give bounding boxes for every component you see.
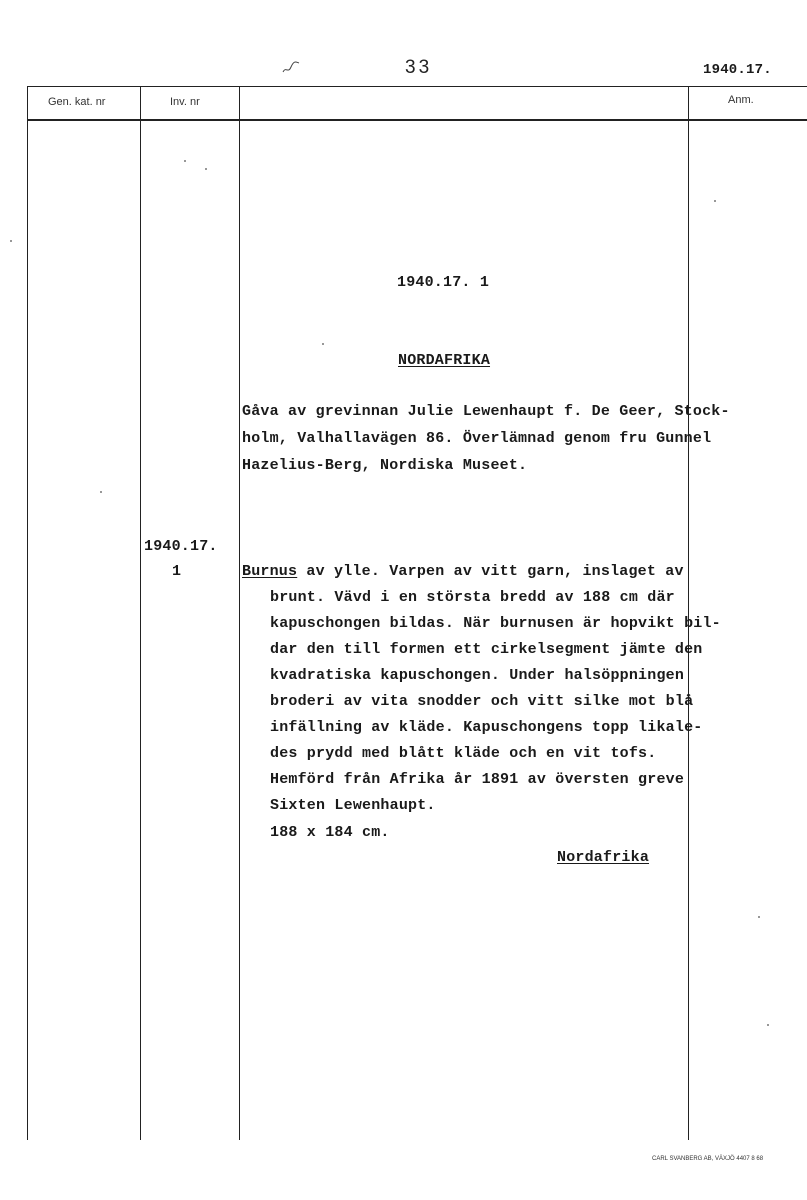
- object-dimensions: 188 x 184 cm.: [270, 824, 390, 841]
- donation-line-3: Hazelius-Berg, Nordiska Museet.: [242, 457, 528, 474]
- scan-speck: [100, 491, 102, 493]
- column-divider-4: [688, 86, 689, 1140]
- object-line: Sixten Lewenhaupt.: [270, 797, 436, 814]
- object-line: des prydd med blått kläde och en vit tofs.: [270, 745, 657, 762]
- column-divider-3: [239, 86, 240, 1140]
- region-heading: NORDAFRIKA: [398, 352, 491, 369]
- scan-speck: [322, 343, 324, 345]
- scan-speck: [714, 200, 716, 202]
- scan-speck: [767, 1024, 769, 1026]
- catalog-ref-top: 1940.17.: [703, 62, 772, 78]
- inv-nr-line-2: 1: [172, 563, 182, 580]
- object-line: infällning av kläde. Kapuschongens topp likale-: [270, 719, 703, 736]
- footer-print-mark: CARL SVANBERG AB, VÄXJÖ 4407 8 68: [652, 1156, 764, 1162]
- region-tag: Nordafrika: [557, 849, 650, 866]
- header-gen-kat-nr: Gen. kat. nr: [48, 96, 106, 108]
- scan-speck: [184, 160, 186, 162]
- page-number: 33: [405, 57, 433, 78]
- object-line-1-rest: av ylle. Varpen av vitt garn, inslaget av: [297, 563, 684, 580]
- header-inv-nr: Inv. nr: [170, 96, 200, 108]
- donation-line-2: holm, Valhallavägen 86. Överlämnad genom fru Gunnel: [242, 430, 712, 447]
- object-line: Hemförd från Afrika år 1891 av översten greve: [270, 771, 685, 788]
- header-bottom-rule: [27, 119, 807, 121]
- object-line: kvadratiska kapuschongen. Under halsöppningen: [270, 667, 685, 684]
- scan-speck: [10, 240, 12, 242]
- object-line: broderi av vita snodder och vitt silke mot blå: [270, 693, 694, 710]
- object-name: Burnus: [242, 563, 298, 580]
- pen-mark: [282, 58, 300, 76]
- header-anm: Anm.: [728, 94, 754, 106]
- object-line: dar den till formen ett cirkelsegment jämte den: [270, 641, 703, 658]
- donation-line-1: Gåva av grevinnan Julie Lewenhaupt f. De Geer, Stock-: [242, 403, 730, 420]
- column-divider-1: [27, 86, 28, 1140]
- header-top-rule: [27, 86, 807, 87]
- object-line: kapuschongen bildas. När burnusen är hopvikt bil-: [270, 615, 721, 632]
- scan-speck: [758, 916, 760, 918]
- object-line: brunt. Vävd i en största bredd av 188 cm där: [270, 589, 675, 606]
- entry-number: 1940.17. 1: [397, 274, 490, 291]
- column-divider-2: [140, 86, 141, 1140]
- object-line-1: [242, 563, 684, 580]
- inv-nr-line-1: 1940.17.: [144, 538, 218, 555]
- scan-speck: [205, 168, 207, 170]
